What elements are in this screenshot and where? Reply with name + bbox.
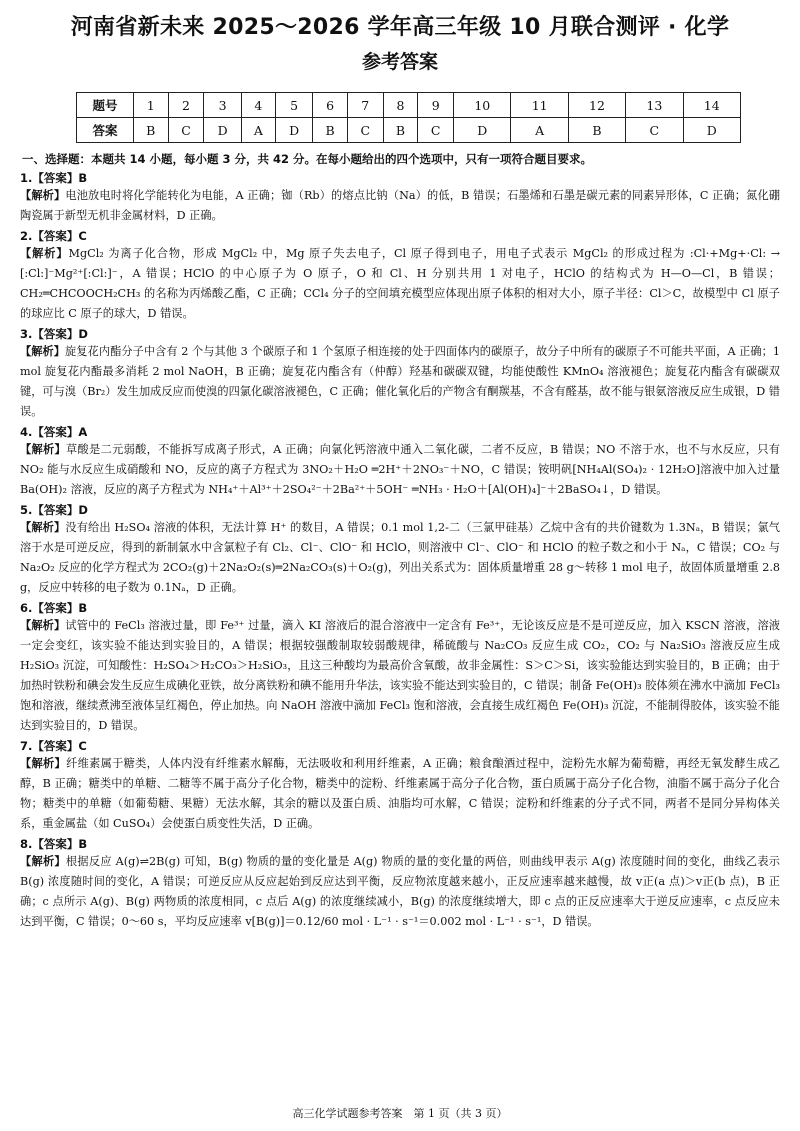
question-number-cell: 7: [347, 93, 383, 118]
question-number-cell: 4: [241, 93, 275, 118]
analysis-text: 电池放电时将化学能转化为电能，A 正确；铷（Rb）的熔点比钠（Na）的低，B 错误；石墨烯和石墨是碳元素的同素异形体，C 正确；氮化硼陶瓷属于新型无机非金属材料，D 正确。: [20, 189, 780, 222]
answer-cell: B: [383, 118, 418, 143]
answer-cell: A: [241, 118, 275, 143]
answer-cell: D: [204, 118, 241, 143]
question-analysis: [20, 616, 780, 736]
question-answer-heading: 1.【答案】B: [20, 171, 88, 185]
question-number-cell: 3: [204, 93, 241, 118]
analysis-text: 草酸是二元弱酸，不能拆写成离子形式，A 正确；向氯化钙溶液中通入二氧化碳，二者不反应，B 错误；NO 不溶于水，也不与水反应，只有 NO₂ 能与水反应生成硝酸和 NO，反应的离子方程式为 3NO₂＋H₂O ═2H⁺＋2NO₃⁻＋NO，C 错误；铵明矾[NH₄Al(SO₄)₂ · 12H₂O]溶液中加入过量 Ba(OH)₂ 溶液，反应的离子方程式为 NH₄⁺＋Al³⁺＋2SO₄²⁻＋2Ba²⁺＋5OH⁻ ═NH₃ · H₂O＋[Al(OH)₄]⁻＋2BaSO₄↓，D 错误。: [20, 443, 780, 496]
question-number-cell: 13: [626, 93, 683, 118]
question-block: [20, 600, 780, 736]
question-analysis: [20, 342, 780, 422]
answer-table: [76, 92, 741, 143]
question-number-cell: 12: [568, 93, 625, 118]
question-block: [20, 424, 780, 500]
answer-cell: D: [683, 118, 740, 143]
analysis-label: 【解析】: [20, 855, 66, 868]
analysis-label: 【解析】: [20, 619, 66, 632]
question-number-cell: 8: [383, 93, 418, 118]
question-number-cell: 1: [134, 93, 169, 118]
question-number-cell: 5: [275, 93, 312, 118]
answer-table-row-answers: [77, 118, 741, 143]
analysis-label: 【解析】: [20, 247, 69, 260]
analysis-label: 【解析】: [20, 345, 66, 358]
analysis-text: MgCl₂ 为离子化合物，形成 MgCl₂ 中，Mg 原子失去电子，Cl 原子得到电子，用电子式表示 MgCl₂ 的形成过程为 :Cl·+Mg+·Cl: → [:Cl:]⁻Mg²⁺[:Cl:]⁻，A 错误；HClO 的中心原子为 O 原子，O 和 Cl、H 分别共用 1 对电子，HClO 的结构式为 H—O—Cl，B 错误；CH₂═CHCOOCH₂CH₃ 的名称为丙烯酸乙酯，C 正确；CCl₄ 分子的空间填充模型应体现出原子体积的相对大小，原子半径：Cl＞C，故模型中 Cl 原子的球应比 C 原子的球大，D 错误。: [20, 247, 780, 320]
analysis-label: 【解析】: [20, 521, 66, 534]
analysis-text: 纤维素属于糖类，人体内没有纤维素水解酶，无法吸收和利用纤维素，A 正确；粮食酿酒过程中，淀粉先水解为葡萄糖，再经无氧发酵生成乙醇，B 正确；糖类中的单糖、二糖等不属于高分子化合物，糖类中的淀粉、纤维素属于高分子化合物，蛋白质属于高分子化合物，油脂不属于高分子化合物；糖类中的单糖（如葡萄糖、果糖）无法水解，其余的糖以及蛋白质、油脂均可水解，C 错误；淀粉和纤维素的分子式不同，两者不是同分异构体关系，重金属盐（如 CuSO₄）会使蛋白质变性失活，D 正确。: [20, 757, 780, 830]
question-analysis: [20, 754, 780, 834]
question-analysis: [20, 852, 780, 932]
question-answer-heading: 8.【答案】B: [20, 837, 88, 851]
answer-cell: C: [418, 118, 454, 143]
question-block: [20, 326, 780, 422]
page-footer: 高三化学试题参考答案 第 1 页（共 3 页）: [292, 1107, 508, 1120]
answer-cell: B: [313, 118, 348, 143]
question-answer-heading: 6.【答案】B: [20, 601, 88, 615]
analysis-label: 【解析】: [20, 443, 67, 456]
answer-cell: D: [275, 118, 312, 143]
question-block: [20, 228, 780, 324]
question-number-cell: 2: [168, 93, 204, 118]
answer-cell: B: [134, 118, 169, 143]
answer-cell: C: [168, 118, 204, 143]
row-label-answer: 答案: [77, 118, 134, 143]
analysis-text: 没有给出 H₂SO₄ 溶液的体积，无法计算 H⁺ 的数目，A 错误；0.1 mol 1,2-二（三氯甲硅基）乙烷中含有的共价键数为 1.3Nₐ，B 错误；氯气溶于水是可逆反应，得到的新制氯水中含氯粒子有 Cl₂、Cl⁻、ClO⁻ 和 HClO，则溶液中 Cl⁻、ClO⁻ 和 HClO 的粒子数之和小于 Nₐ，C 错误；CO₂ 与 Na₂O₂ 反应的化学方程式为 2CO₂(g)＋2Na₂O₂(s)═2Na₂CO₃(s)＋O₂(g)，列出关系式为：固体质量增重 28 g～转移 1 mol 电子，故固体质量增重 2.8 g，反应中转移的电子数为 0.1Nₐ，D 正确。: [20, 521, 780, 594]
answer-table-row-numbers: [77, 93, 741, 118]
analysis-text: 旋复花内酯分子中含有 2 个与其他 3 个碳原子和 1 个氢原子相连接的处于四面体内的碳原子，故分子中所有的碳原子不可能共平面，A 正确；1 mol 旋复花内酯最多消耗 2 mol NaOH，B 正确；旋复花内酯含有（仲醇）羟基和碳碳双键，均能使酸性 KMnO₄ 溶液褪色；旋复花内酯含有碳碳双键，可与溴（Br₂）发生加成反应而使溴的四氯化碳溶液褪色，C 正确；催化氧化后的产物含有酮羰基，不含有醛基，故不能与银氨溶液反应生成银，D 错误。: [20, 345, 780, 418]
analysis-label: 【解析】: [20, 757, 67, 770]
answer-cell: C: [626, 118, 683, 143]
question-answer-heading: 2.【答案】C: [20, 229, 87, 243]
question-number-cell: 14: [683, 93, 740, 118]
page-subtitle: 参考答案: [361, 51, 438, 73]
question-answer-heading: 3.【答案】D: [20, 327, 88, 341]
question-analysis: [20, 244, 780, 324]
question-number-cell: 10: [454, 93, 511, 118]
answer-cell: A: [511, 118, 568, 143]
answer-cell: C: [347, 118, 383, 143]
analysis-text: 根据反应 A(g)⇌2B(g) 可知，B(g) 物质的量的变化量是 A(g) 物质的量的变化量的两倍，则曲线甲表示 A(g) 浓度随时间的变化，曲线乙表示 B(g) 浓度随时间的变化，A 错误；可逆反应从反应起始到反应达到平衡，反应物浓度越来越小，正反应速率越来越慢，故 v正(a 点)＞v正(b 点)，B 正确；c 点所示 A(g)、B(g) 两物质的浓度相同，c 点后 A(g) 的浓度继续减小，B(g) 的浓度继续增大，即 c 点的正反应速率大于逆反应速率，c 点反应未达到平衡，C 错误；0～60 s，平均反应速率 v[B(g)]＝0.12/60 mol · L⁻¹ · s⁻¹＝0.002 mol · L⁻¹ · s⁻¹，D 错误。: [20, 855, 780, 928]
section-heading: 一、选择题：本题共 14 小题，每小题 3 分，共 42 分。在每小题给出的四个选项中，只有一项符合题目要求。: [22, 152, 593, 166]
question-number-cell: 11: [511, 93, 568, 118]
page-title: 河南省新未来 2025～2026 学年高三年级 10 月联合测评 · 化学: [70, 15, 730, 40]
question-block: [20, 738, 780, 834]
question-block: [20, 502, 780, 598]
question-block: [20, 836, 780, 932]
analysis-label: 【解析】: [20, 189, 66, 202]
analysis-text: 试管中的 FeCl₃ 溶液过量，即 Fe³⁺ 过量，滴入 KI 溶液后的混合溶液中一定含有 Fe³⁺，无论该反应是不是可逆反应，加入 KSCN 溶液，溶液一定会变红，该实验不能达到实验目的，A 错误；根据较强酸制取较弱酸规律，稀硫酸与 Na₂CO₃ 反应生成 CO₂，CO₂ 与 Na₂SiO₃ 溶液反应生成 H₂SiO₃ 沉淀，可知酸性：H₂SO₄＞H₂CO₃＞H₂SiO₃，且这三种酸均为最高价含氧酸，故非金属性：S＞C＞Si，该实验能达到实验目的，B 正确；由于加热时铁粉和碘会发生反应生成碘化亚铁，故分离铁粉和碘不能用升华法，该实验不能达到实验目的，C 错误；制备 Fe(OH)₃ 胶体须在沸水中滴加 FeCl₃ 饱和溶液，继续煮沸至液体呈红褐色，停止加热。向 NaOH 溶液中滴加 FeCl₃ 饱和溶液，会直接生成红褐色 Fe(OH)₃ 沉淀，不能制得胶体，该实验不能达到实验目的，D 错误。: [20, 619, 780, 732]
question-number-cell: 6: [313, 93, 348, 118]
question-block: [20, 170, 780, 226]
answer-cell: D: [454, 118, 511, 143]
question-answer-heading: 7.【答案】C: [20, 739, 87, 753]
question-analysis: [20, 440, 780, 500]
question-analysis: [20, 518, 780, 598]
question-answer-heading: 4.【答案】A: [20, 425, 88, 439]
question-number-cell: 9: [418, 93, 454, 118]
row-label-number: 题号: [77, 93, 134, 118]
question-answer-heading: 5.【答案】D: [20, 503, 88, 517]
answer-cell: B: [568, 118, 625, 143]
question-list: [20, 170, 780, 932]
question-analysis: [20, 186, 780, 226]
